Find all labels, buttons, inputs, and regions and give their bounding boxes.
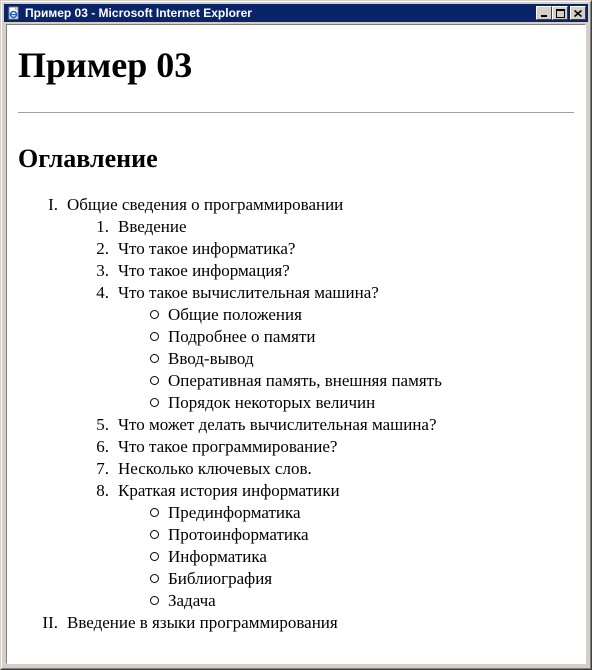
ie-page-icon[interactable]: [6, 5, 22, 21]
maximize-button[interactable]: [552, 6, 568, 20]
title-bar[interactable]: [4, 4, 588, 22]
toc-item-number: 7.: [96, 459, 109, 478]
toc-item-row: [18, 546, 574, 568]
circle-bullet-shape: [150, 508, 159, 517]
toc-item-label: Краткая история информатики: [118, 481, 340, 500]
toc-item-number: 8.: [96, 481, 109, 500]
circle-bullet-icon: [18, 348, 168, 370]
toc-chapter: [18, 414, 574, 436]
circle-bullet-icon: [18, 326, 168, 348]
toc-item-row: [18, 260, 574, 282]
toc-item-label: Задача: [168, 591, 216, 610]
window-controls: [536, 6, 586, 20]
toc-subtopic: [18, 502, 574, 524]
toc-item-label: Введение: [118, 217, 187, 236]
toc-item-label: Оперативная память, внешняя память: [168, 371, 442, 390]
minimize-icon: [540, 10, 548, 17]
circle-bullet-shape: [150, 310, 159, 319]
toc-item-label: Что такое вычислительная машина?: [118, 283, 379, 302]
circle-bullet-shape: [150, 596, 159, 605]
toc-item-row: [18, 326, 574, 348]
toc-chapter: [18, 238, 574, 260]
toc-subtopic: [18, 326, 574, 348]
circle-bullet-shape: [150, 376, 159, 385]
toc-chapter: [18, 458, 574, 480]
toc-subtopic: [18, 348, 574, 370]
toc-item-label: Протоинформатика: [168, 525, 309, 544]
close-icon: [574, 10, 582, 17]
toc-sublist: [18, 216, 574, 612]
toc-item-row: [18, 590, 574, 612]
toc-item-number: 5.: [96, 415, 109, 434]
circle-bullet-icon: [18, 392, 168, 414]
toc-sublist: [18, 304, 574, 414]
toc-subtopic: [18, 304, 574, 326]
toc-item-row: [18, 568, 574, 590]
toc-chapter: [18, 436, 574, 458]
toc-sublist: [18, 502, 574, 612]
circle-bullet-icon: [18, 568, 168, 590]
toc-item-row: [18, 304, 574, 326]
circle-bullet-shape: [150, 354, 159, 363]
toc-chapter: [18, 216, 574, 238]
page-title: Пример 03: [18, 45, 193, 85]
toc-item-label: Ввод-вывод: [168, 349, 254, 368]
circle-bullet-shape: [150, 398, 159, 407]
circle-bullet-icon: [18, 590, 168, 612]
circle-bullet-icon: [18, 370, 168, 392]
toc-item-row: [18, 194, 574, 216]
circle-bullet-shape: [150, 332, 159, 341]
toc-item-label: Общие сведения о программировании: [67, 195, 344, 214]
toc-item-row: [18, 480, 574, 502]
toc-item-row: [18, 436, 574, 458]
toc-item-label: Что может делать вычислительная машина?: [118, 415, 437, 434]
toc-section: [18, 612, 574, 634]
close-button[interactable]: [570, 6, 586, 20]
circle-bullet-icon: [18, 304, 168, 326]
toc-item-row: [18, 392, 574, 414]
toc-item-label: Общие положения: [168, 305, 302, 324]
toc-item-row: [18, 414, 574, 436]
toc-item-row: [18, 502, 574, 524]
toc-item-label: Прединформатика: [168, 503, 301, 522]
toc-chapter: [18, 282, 574, 414]
toc-item-number: 2.: [96, 239, 109, 258]
toc-item-row: [18, 216, 574, 238]
maximize-icon: [556, 9, 565, 18]
toc-subtopic: [18, 370, 574, 392]
toc-subtopic: [18, 568, 574, 590]
toc-item-label: Введение в языки программирования: [67, 613, 338, 632]
toc-heading: Оглавление: [18, 144, 158, 173]
circle-bullet-shape: [150, 574, 159, 583]
toc-subtopic: [18, 546, 574, 568]
toc-item-number: 3.: [96, 261, 109, 280]
page-content: [7, 44, 585, 634]
toc-item-label: Подробнее о памяти: [168, 327, 316, 346]
window-title: Пример 03 - Microsoft Internet Explorer: [25, 6, 252, 20]
toc-item-number: I.: [48, 195, 58, 214]
toc-item-label: Что такое информатика?: [118, 239, 296, 258]
toc-item-row: [18, 238, 574, 260]
toc-section: [18, 194, 574, 612]
toc-subtopic: [18, 392, 574, 414]
circle-bullet-icon: [18, 524, 168, 546]
toc-item-number: 4.: [96, 283, 109, 302]
toc-item-row: [18, 612, 574, 634]
toc-chapter: [18, 260, 574, 282]
toc-item-row: [18, 370, 574, 392]
toc-item-label: Что такое программирование?: [118, 437, 338, 456]
toc-subtopic: [18, 590, 574, 612]
toc-item-number: II.: [42, 613, 58, 632]
toc-item-label: Несколько ключевых слов.: [118, 459, 312, 478]
toc-item-row: [18, 282, 574, 304]
toc-item-label: Порядок некоторых величин: [168, 393, 376, 412]
horizontal-rule: [18, 112, 574, 114]
window-frame: [1, 1, 591, 669]
circle-bullet-icon: [18, 546, 168, 568]
toc-item-number: 1.: [96, 217, 109, 236]
toc-item-label: Информатика: [168, 547, 267, 566]
minimize-button[interactable]: [536, 6, 552, 20]
toc-item-number: 6.: [96, 437, 109, 456]
circle-bullet-icon: [18, 502, 168, 524]
circle-bullet-shape: [150, 552, 159, 561]
toc-chapter: [18, 480, 574, 612]
toc-item-label: Что такое информация?: [118, 261, 290, 280]
toc-item-row: [18, 458, 574, 480]
toc-subtopic: [18, 524, 574, 546]
toc-item-row: [18, 524, 574, 546]
page-viewport[interactable]: [6, 24, 586, 664]
toc-item-row: [18, 348, 574, 370]
toc-list: [18, 194, 574, 634]
toc-item-label: Библиография: [168, 569, 273, 588]
circle-bullet-shape: [150, 530, 159, 539]
